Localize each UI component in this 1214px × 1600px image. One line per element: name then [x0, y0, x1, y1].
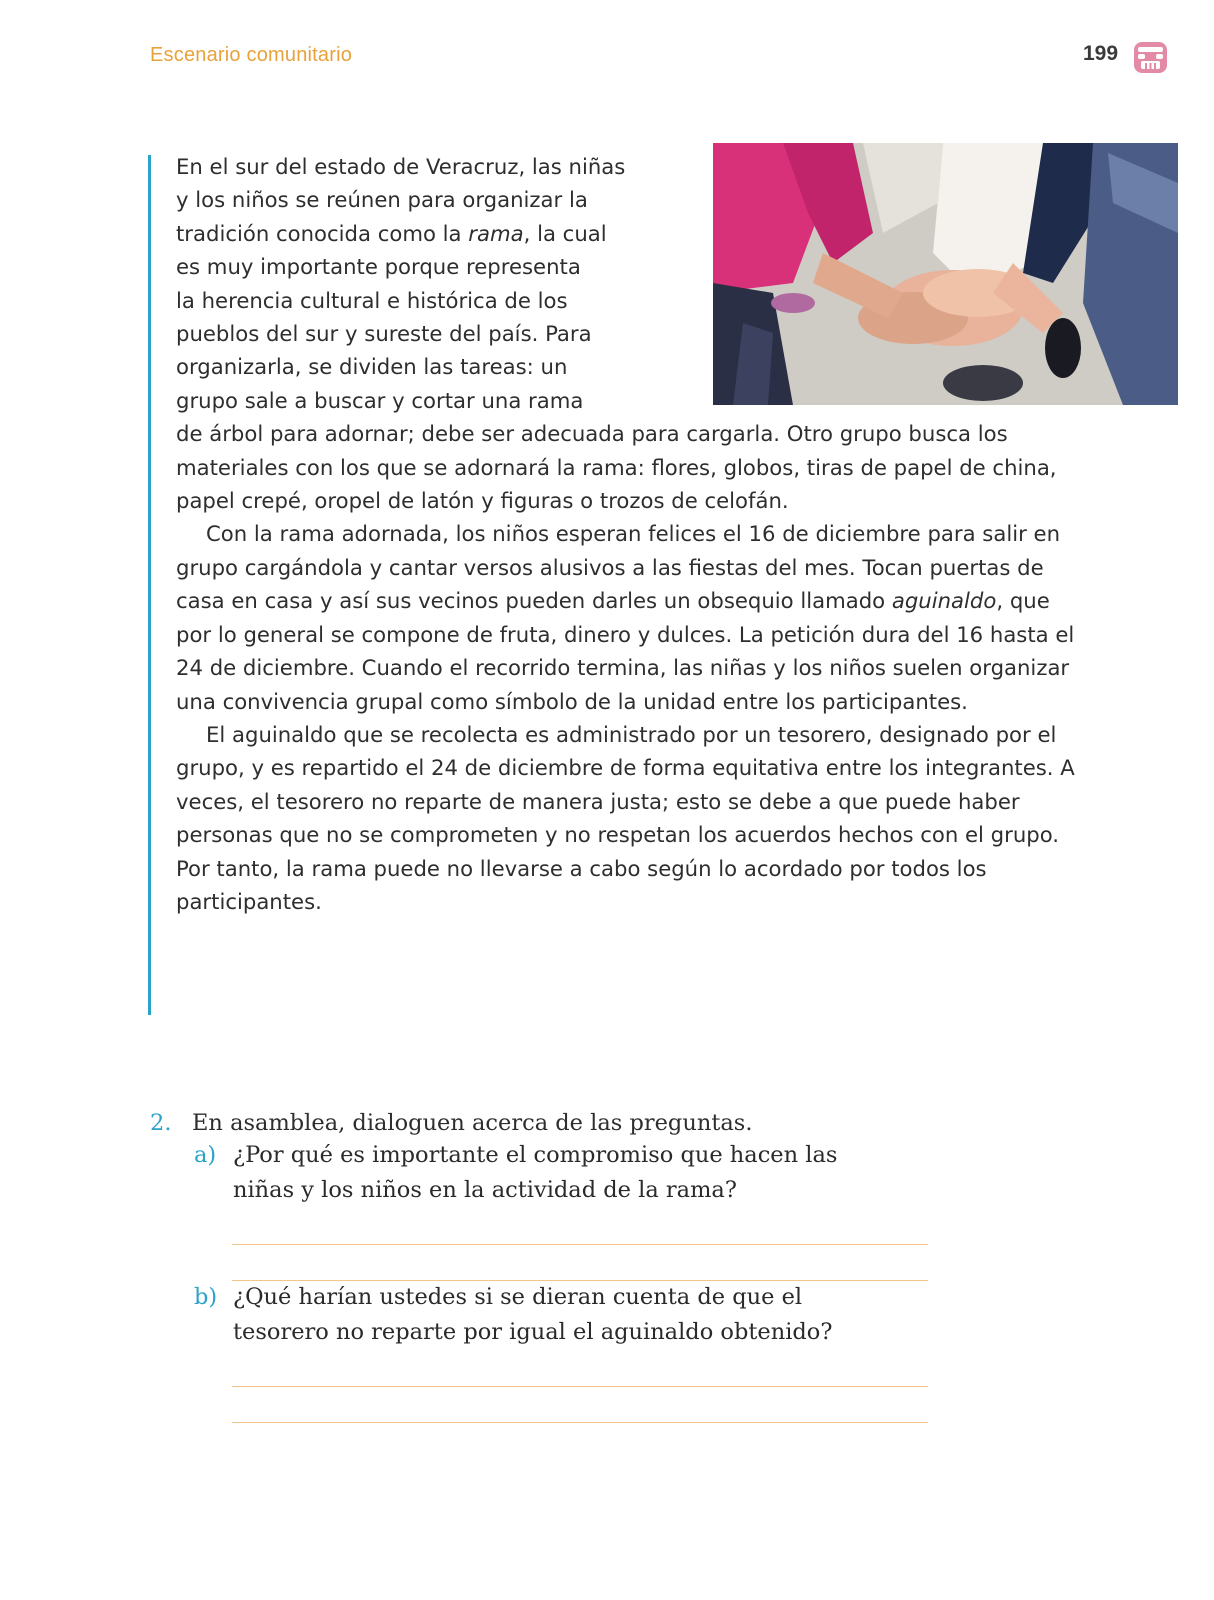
reading-line: pueblos del sur y sureste del país. Para [176, 321, 592, 347]
answer-line[interactable] [232, 1386, 928, 1387]
reading-line: organizarla, se dividen las tareas: un [176, 354, 568, 380]
reading-text [176, 150, 1086, 918]
activity-number: 2. [150, 1110, 172, 1136]
reading-paragraph-1 [176, 150, 1086, 517]
reading-line: tradición conocida como la rama, la cual [176, 220, 607, 246]
reading-line: grupo sale a buscar y cortar una rama [176, 387, 584, 413]
question-line: tesorero no reparte por igual el aguinaldo obtenido? [233, 1319, 833, 1345]
answer-line[interactable] [232, 1244, 928, 1245]
question-line: ¿Por qué es importante el compromiso que hacen las [233, 1142, 838, 1168]
page-number: 199 [1083, 42, 1119, 65]
reading-accent-bar [148, 155, 151, 1015]
reading-paragraph-1-rest: de árbol para adornar; debe ser adecuada para cargarla. Otro grupo busca los materiales con los que se adornará la rama: flores, globos, tiras de papel de china, papel crepé, oropel de latón y figuras o trozos de celofán. [176, 421, 1057, 514]
section-header: Escenario comunitario [150, 44, 353, 66]
reading-line: En el sur del estado de Veracruz, las niñas [176, 154, 626, 179]
question-line: ¿Qué harían ustedes si se dieran cuenta de que el [233, 1284, 803, 1310]
reading-line: es muy importante porque representa [176, 254, 581, 280]
reading-line: y los niños se reúnen para organizar la [176, 187, 588, 213]
question-letter: a) [194, 1142, 217, 1168]
term-aguinaldo: aguinaldo [891, 588, 997, 614]
reading-paragraph-3: El aguinaldo que se recolecta es administrado por un tesorero, designado por el grupo, y es repartido el 24 de diciembre de forma equitativa entre los integrantes. A veces, el tesorero no reparte de manera justa; esto se debe a que puede haber personas que no se comprometen y no respetan los acuerdos hechos con el grupo. Por tanto, la rama puede no llevarse a cabo según lo acordado por todos los participantes. [176, 721, 1075, 914]
reading-paragraph-2: Con la rama adornada, los niños esperan felices el 16 de diciembre para salir en grupo cargándola y cantar versos alusivos a las fiestas del mes. Tocan puertas de casa en casa y así sus vecinos pueden darles un obsequio llamado aguinaldo, que por lo general se compone de fruta, dinero y dulces. La petición dura del 16 hasta el 24 de diciembre. Cuando el recorrido termina, las niñas y los niños suelen organizar una convivencia grupal como símbolo de la unidad entre los participantes. [176, 521, 1075, 714]
answer-line[interactable] [232, 1422, 928, 1423]
reading-line: la herencia cultural e histórica de los [176, 287, 568, 313]
activity-title: En asamblea, dialoguen acerca de las preguntas. [192, 1110, 753, 1136]
question-letter: b) [194, 1284, 218, 1310]
question-line: niñas y los niños en la actividad de la rama? [233, 1177, 737, 1203]
pink-glyph-emblem-icon [1133, 41, 1168, 74]
term-rama: rama [468, 220, 524, 246]
